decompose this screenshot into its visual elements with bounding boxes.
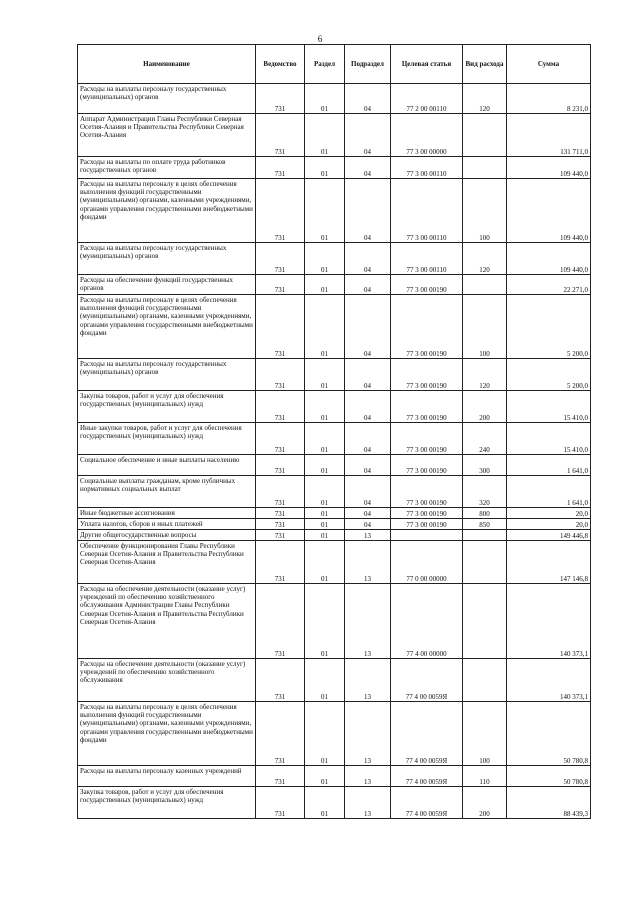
row-department-cell: 731 [256,584,305,659]
row-expense-type-cell: 120 [463,243,507,275]
row-name-cell: Расходы на выплаты персоналу в целях обеспечения выполнения функций государственными (муниципальными) органами, казенными учреждениями, органами управления государственными внебюджетными фондами [78,179,256,243]
row-name-cell: Социальное обеспечение и иные выплаты населению [78,455,256,476]
row-subsection-cell: 04 [345,391,391,423]
table-row [78,530,591,541]
row-target-item-cell: 77 3 00 00190 [391,391,463,423]
table-row [78,519,591,530]
row-amount-cell: 140 373,1 [507,659,591,702]
row-subsection-cell: 04 [345,508,391,519]
row-amount-cell: 131 711,0 [507,114,591,157]
row-section-cell: 01 [305,702,345,766]
row-expense-type-cell: 800 [463,508,507,519]
row-name-cell: Обеспечение функционирования Главы Республики Северная Осетия-Алания и Правительства Республики Северная Осетия-Алания [78,541,256,584]
table-row [78,584,591,659]
row-subsection-cell: 04 [345,243,391,275]
row-subsection-cell: 04 [345,476,391,508]
header-amount: Сумма [507,45,591,84]
row-section-cell: 01 [305,423,345,455]
row-name-cell: Расходы на обеспечение функций государственных органов [78,275,256,295]
row-name-cell: Расходы на выплаты персоналу в целях обеспечения выполнения функций государственными (муниципальными) органами, казенными учреждениями, органами управления государственными внебюджетными фондами [78,702,256,766]
row-target-item-cell: 77 0 00 00000 [391,541,463,584]
row-amount-cell: 140 373,1 [507,584,591,659]
row-name-cell: Уплата налогов, сборов и иных платежей [78,519,256,530]
row-target-item-cell [391,530,463,541]
row-amount-cell: 149 446,8 [507,530,591,541]
table-row [78,702,591,766]
row-expense-type-cell: 100 [463,179,507,243]
row-expense-type-cell: 200 [463,787,507,819]
row-subsection-cell: 13 [345,787,391,819]
table-row [78,787,591,819]
row-target-item-cell: 77 3 00 00190 [391,359,463,391]
row-amount-cell: 50 780,8 [507,766,591,787]
header-subsection: Подраздел [345,45,391,84]
row-subsection-cell: 04 [345,295,391,359]
table-row [78,391,591,423]
row-expense-type-cell: 120 [463,359,507,391]
row-subsection-cell: 04 [345,455,391,476]
row-subsection-cell: 04 [345,157,391,179]
row-amount-cell: 109 440,0 [507,243,591,275]
row-amount-cell: 20,0 [507,519,591,530]
row-department-cell: 731 [256,541,305,584]
row-subsection-cell: 04 [345,275,391,295]
table-row [78,295,591,359]
row-target-item-cell: 77 3 00 00190 [391,519,463,530]
row-target-item-cell: 77 3 00 00190 [391,423,463,455]
row-name-cell: Расходы на выплаты персоналу государственных (муниципальных) органов [78,243,256,275]
table-row [78,508,591,519]
row-section-cell: 01 [305,359,345,391]
row-name-cell: Расходы на обеспечение деятельности (оказание услуг) учреждений по обеспечению хозяйственного обслуживания [78,659,256,702]
row-name-cell: Расходы на выплаты персоналу в целях обеспечения выполнения функций государственными (муниципальными) органами, казенными учреждениями, органами управления государственными внебюджетными фондами [78,295,256,359]
row-amount-cell: 8 231,0 [507,84,591,114]
row-section-cell: 01 [305,179,345,243]
row-section-cell: 01 [305,541,345,584]
row-name-cell: Аппарат Администрации Главы Республики Северная Осетия-Алания и Правительства Республики Северная Осетия-Алания [78,114,256,157]
row-expense-type-cell: 200 [463,391,507,423]
row-department-cell: 731 [256,787,305,819]
table-row [78,359,591,391]
row-subsection-cell: 13 [345,530,391,541]
row-subsection-cell: 04 [345,84,391,114]
row-section-cell: 01 [305,295,345,359]
row-expense-type-cell: 240 [463,423,507,455]
row-section-cell: 01 [305,584,345,659]
row-expense-type-cell [463,530,507,541]
page-number: 6 [317,34,323,44]
row-name-cell: Расходы на выплаты персоналу казенных учреждений [78,766,256,787]
row-target-item-cell: 77 3 00 00110 [391,157,463,179]
row-amount-cell: 15 410,0 [507,391,591,423]
row-name-cell: Социальные выплаты гражданам, кроме публичных нормативных социальных выплат [78,476,256,508]
row-expense-type-cell [463,584,507,659]
row-target-item-cell: 77 3 00 00110 [391,179,463,243]
row-section-cell: 01 [305,243,345,275]
row-target-item-cell: 77 2 00 00110 [391,84,463,114]
row-amount-cell: 147 146,8 [507,541,591,584]
row-expense-type-cell: 120 [463,84,507,114]
row-amount-cell: 5 200,0 [507,359,591,391]
row-department-cell: 731 [256,295,305,359]
row-section-cell: 01 [305,519,345,530]
row-subsection-cell: 04 [345,114,391,157]
row-subsection-cell: 04 [345,179,391,243]
row-subsection-cell: 13 [345,659,391,702]
row-department-cell: 731 [256,359,305,391]
row-section-cell: 01 [305,157,345,179]
row-subsection-cell: 04 [345,359,391,391]
row-target-item-cell: 77 3 00 00190 [391,455,463,476]
row-subsection-cell: 13 [345,766,391,787]
row-name-cell: Закупка товаров, работ и услуг для обеспечения государственных (муниципальных) нужд [78,391,256,423]
row-department-cell: 731 [256,114,305,157]
row-section-cell: 01 [305,84,345,114]
row-target-item-cell: 77 4 00 0059Я [391,787,463,819]
row-department-cell: 731 [256,659,305,702]
budget-table [77,44,591,819]
row-section-cell: 01 [305,508,345,519]
table-row [78,423,591,455]
row-section-cell: 01 [305,659,345,702]
row-section-cell: 01 [305,787,345,819]
row-department-cell: 731 [256,530,305,541]
row-department-cell: 731 [256,157,305,179]
row-name-cell: Иные бюджетные ассигнования [78,508,256,519]
header-name: Наименование [78,45,256,84]
row-expense-type-cell: 850 [463,519,507,530]
table-row [78,157,591,179]
row-section-cell: 01 [305,530,345,541]
table-row [78,179,591,243]
row-subsection-cell: 13 [345,702,391,766]
table-row [78,541,591,584]
header-department: Ведомство [256,45,305,84]
table-body [78,84,591,819]
table-row [78,114,591,157]
row-expense-type-cell [463,541,507,584]
row-expense-type-cell: 300 [463,455,507,476]
row-amount-cell: 88 439,3 [507,787,591,819]
row-name-cell: Расходы на выплаты персоналу государственных (муниципальных) органов [78,359,256,391]
row-department-cell: 731 [256,391,305,423]
row-target-item-cell: 77 3 00 00190 [391,275,463,295]
row-amount-cell: 1 641,0 [507,476,591,508]
row-name-cell: Расходы на выплаты по оплате труда работников государственных органов [78,157,256,179]
row-name-cell: Расходы на выплаты персоналу государственных (муниципальных) органов [78,84,256,114]
table-header [78,45,591,84]
table-row [78,659,591,702]
row-amount-cell: 1 641,0 [507,455,591,476]
header-section: Раздел [305,45,345,84]
row-target-item-cell: 77 4 00 0059Я [391,702,463,766]
row-amount-cell: 5 200,0 [507,295,591,359]
row-name-cell: Иные закупки товаров, работ и услуг для обеспечения государственных (муниципальных) нужд [78,423,256,455]
row-expense-type-cell: 100 [463,702,507,766]
row-expense-type-cell: 320 [463,476,507,508]
row-expense-type-cell: 110 [463,766,507,787]
row-department-cell: 731 [256,455,305,476]
row-expense-type-cell [463,157,507,179]
header-expense-type: Вид расхода [463,45,507,84]
row-expense-type-cell [463,114,507,157]
row-department-cell: 731 [256,766,305,787]
table-row [78,455,591,476]
row-department-cell: 731 [256,179,305,243]
row-amount-cell: 109 440,0 [507,157,591,179]
row-subsection-cell: 04 [345,519,391,530]
row-section-cell: 01 [305,275,345,295]
row-department-cell: 731 [256,508,305,519]
table-row [78,476,591,508]
row-department-cell: 731 [256,84,305,114]
row-target-item-cell: 77 3 00 00190 [391,295,463,359]
row-name-cell: Расходы на обеспечение деятельности (оказание услуг) учреждений по обеспечению хозяйственного обслуживания Администрации Главы Республики Северная Осетия-Алания и Правительства Республики Северная Осетия-Алания [78,584,256,659]
row-expense-type-cell [463,659,507,702]
row-target-item-cell: 77 3 00 00000 [391,114,463,157]
row-target-item-cell: 77 4 00 0059Я [391,766,463,787]
row-target-item-cell: 77 4 00 0059Я [391,659,463,702]
row-subsection-cell: 04 [345,423,391,455]
row-expense-type-cell: 100 [463,295,507,359]
row-section-cell: 01 [305,391,345,423]
row-section-cell: 01 [305,114,345,157]
table-row [78,84,591,114]
row-department-cell: 731 [256,702,305,766]
row-amount-cell: 50 780,8 [507,702,591,766]
table-row [78,275,591,295]
row-department-cell: 731 [256,243,305,275]
row-section-cell: 01 [305,455,345,476]
row-department-cell: 731 [256,519,305,530]
row-subsection-cell: 13 [345,541,391,584]
row-target-item-cell: 77 3 00 00190 [391,476,463,508]
row-department-cell: 731 [256,423,305,455]
row-section-cell: 01 [305,766,345,787]
row-amount-cell: 15 410,0 [507,423,591,455]
row-name-cell: Закупка товаров, работ и услуг для обеспечения государственных (муниципальных) нужд [78,787,256,819]
row-name-cell: Другие общегосударственные вопросы [78,530,256,541]
row-department-cell: 731 [256,275,305,295]
table-row [78,766,591,787]
row-target-item-cell: 77 4 00 00000 [391,584,463,659]
row-subsection-cell: 13 [345,584,391,659]
row-amount-cell: 109 440,0 [507,179,591,243]
header-target-item: Целевая статья [391,45,463,84]
row-amount-cell: 22 271,0 [507,275,591,295]
row-amount-cell: 20,0 [507,508,591,519]
row-section-cell: 01 [305,476,345,508]
row-target-item-cell: 77 3 00 00190 [391,508,463,519]
row-department-cell: 731 [256,476,305,508]
table-row [78,243,591,275]
row-target-item-cell: 77 3 00 00110 [391,243,463,275]
row-expense-type-cell [463,275,507,295]
